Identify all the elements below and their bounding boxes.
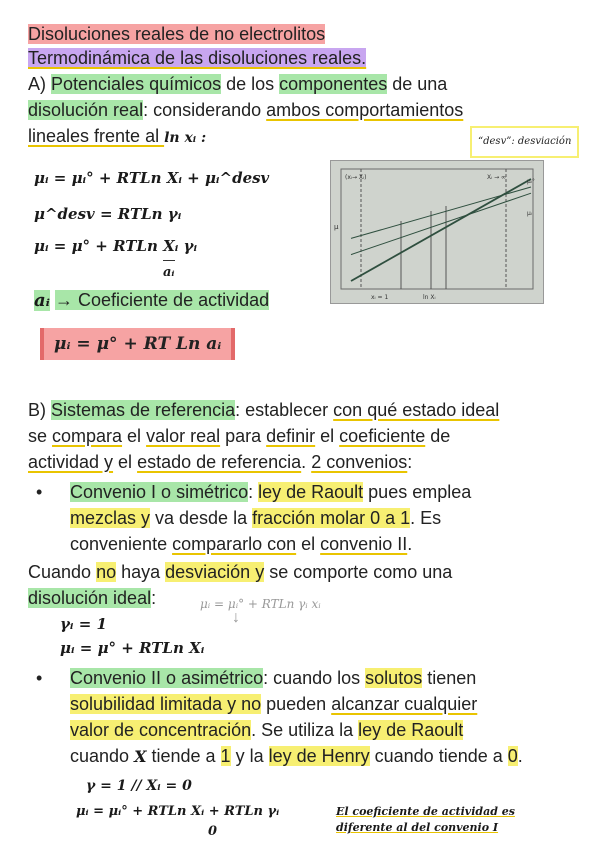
final-equation-1: γ = 1 // Xᵢ = 0 — [86, 778, 192, 794]
title-1: Disoluciones reales de no electrolitos — [28, 24, 326, 44]
highlight-potenciales: Potenciales químicos — [51, 74, 222, 94]
underlined-text: actividad y — [28, 452, 114, 472]
text: : — [407, 452, 413, 472]
highlight-henry: ley de Henry — [268, 746, 370, 766]
chart-label-mu0: μᵢ° — [527, 178, 535, 185]
faded-equation: μᵢ = μᵢ° + RTLn γᵢ xᵢ — [200, 597, 321, 611]
text: y la — [230, 746, 269, 766]
text: . — [407, 534, 413, 554]
text: el — [122, 426, 147, 446]
section-b-line-3 — [28, 450, 412, 474]
final-note-2: diferente al del convenio I — [336, 821, 499, 834]
convenio-2-line-2 — [70, 692, 477, 716]
underlined-text: convenio II — [320, 534, 408, 554]
text: el — [296, 534, 321, 554]
highlight-raoult: ley de Raoult — [258, 482, 364, 502]
equation-1: μᵢ = μᵢ° + RTLn Xᵢ + μᵢ^desv — [34, 169, 270, 187]
chart-label-xi-1: xᵢ = 1 — [371, 294, 389, 301]
highlight-no: no — [96, 562, 117, 582]
text: se comporte como una — [264, 562, 453, 582]
underlined-text: lineales frente al — [28, 126, 165, 146]
text: se — [28, 426, 53, 446]
underlined-text: ambos comportamientos — [266, 100, 464, 120]
highlight-solubilidad: solubilidad limitada y no — [70, 694, 262, 714]
highlight-solutos: solutos — [365, 668, 423, 688]
chart-label-mui: μᵢ — [527, 210, 532, 217]
text: . Se utiliza la — [251, 720, 359, 740]
text: Cuando — [28, 562, 97, 582]
section-a-line-2 — [28, 98, 463, 122]
text: para — [220, 426, 267, 446]
highlight-convenio-2: Convenio II o asimétrico — [70, 668, 264, 688]
convenio-1-line-3 — [70, 532, 412, 556]
underlined-text: con qué estado ideal — [333, 400, 500, 420]
text: : — [151, 588, 157, 608]
highlight-valor: valor de concentración — [70, 720, 252, 740]
bullet-2: • — [36, 668, 43, 688]
ai-symbol: aᵢ — [34, 290, 50, 311]
title-line-2 — [28, 46, 366, 70]
chemical-potential-chart — [330, 160, 544, 304]
text: : establecer — [235, 400, 334, 420]
equation-3: μᵢ = μ° + RTLn Xᵢ γᵢ — [34, 237, 198, 255]
section-a-line-3 — [28, 124, 206, 150]
underlined-text: compara — [52, 426, 123, 446]
equation-2: μ^desv = RTLn γᵢ — [34, 205, 182, 223]
highlight-convenio-1: Convenio I o simétrico — [70, 482, 249, 502]
section-b-prefix: B) — [28, 400, 52, 420]
text: cuando tiende a — [369, 746, 508, 766]
title-2: Termodinámica de las disoluciones reales. — [28, 48, 367, 68]
chart-label-lnx: ln Xᵢ — [423, 294, 436, 301]
mu-ideal-equation: μᵢ = μ° + RTLn Xᵢ — [60, 639, 205, 657]
arrow-down-icon: ↓ — [232, 609, 240, 626]
final-equation-2: μᵢ = μᵢ° + RTLn Xᵢ + RTLn γᵢ — [76, 804, 280, 819]
convenio-1-line-2 — [70, 506, 441, 530]
underlined-text: coeficiente — [339, 426, 426, 446]
equation-3-under: aᵢ — [163, 260, 175, 285]
text: de — [425, 426, 451, 446]
text: haya — [116, 562, 166, 582]
chart-label-top-left: (xᵢ→ Xᵢ) — [345, 174, 367, 181]
highlight-mezclas: mezclas y — [70, 508, 151, 528]
activity-coefficient-label: → Coeficiente de actividad — [55, 290, 270, 310]
text: pueden — [261, 694, 332, 714]
chart-series-line-2 — [351, 193, 531, 254]
convenio-2-line-3 — [70, 718, 463, 742]
highlight-componentes: componentes — [279, 74, 388, 94]
text: : considerando — [143, 100, 267, 120]
chart-series — [351, 179, 531, 281]
text: cuando — [70, 746, 135, 766]
text: : — [248, 482, 259, 502]
text: tienen — [422, 668, 477, 688]
convenio-2-line-4 — [70, 744, 523, 769]
chart-label-mu: μ — [334, 223, 339, 231]
text: . — [301, 452, 312, 472]
activity-line — [34, 288, 269, 313]
desv-note: “desv”: desviación — [470, 126, 579, 158]
highlight-disolucion-real: disolución real — [28, 100, 144, 120]
underlined-text: alcanzar cualquier — [331, 694, 478, 714]
chart-svg — [331, 161, 543, 303]
underlined-text: estado de referencia — [137, 452, 302, 472]
handwritten-x: X — [134, 747, 147, 766]
text: el — [113, 452, 138, 472]
text: conveniente — [70, 534, 173, 554]
text: va desde la — [150, 508, 253, 528]
section-b-line-1 — [28, 398, 499, 422]
text: de los — [221, 74, 280, 94]
text: pues emplea — [363, 482, 472, 502]
text: : cuando los — [263, 668, 366, 688]
text: el — [315, 426, 340, 446]
highlight-disolucion-ideal: disolución ideal — [28, 588, 152, 608]
ideal-line-2 — [28, 586, 156, 610]
gamma-equals-one: γᵢ = 1 — [60, 615, 107, 633]
handwritten-ln-x: ln xᵢ : — [164, 130, 207, 146]
section-a-line-1 — [28, 72, 447, 96]
section-a-prefix: A) — [28, 74, 52, 94]
text: . — [517, 746, 523, 766]
underlined-text: definir — [266, 426, 316, 446]
title-line-1 — [28, 22, 325, 46]
convenio-1-line-1 — [70, 480, 471, 504]
section-b-line-2 — [28, 424, 450, 448]
text: . Es — [410, 508, 442, 528]
highlight-1: 1 — [220, 746, 231, 766]
text: tiende a — [146, 746, 221, 766]
highlight-fraccion: fracción molar 0 a 1 — [252, 508, 411, 528]
text: de una — [387, 74, 448, 94]
highlight-desviacion: desviación y — [165, 562, 265, 582]
highlight-0: 0 — [507, 746, 518, 766]
chart-label-top-right: Xᵢ → ∞ — [487, 174, 507, 181]
underlined-text: compararlo con — [172, 534, 297, 554]
bullet-1: • — [36, 482, 43, 502]
convenio-2-line-1 — [70, 666, 476, 690]
boxed-formula: μᵢ = μ° + RT Ln aᵢ — [40, 328, 235, 360]
final-note-1: El coeficiente de actividad es — [336, 805, 515, 818]
ideal-line-1 — [28, 560, 452, 584]
highlight-sistemas: Sistemas de referencia — [51, 400, 236, 420]
highlight-raoult-2: ley de Raoult — [358, 720, 464, 740]
underlined-text: valor real — [146, 426, 221, 446]
final-equation-zero: 0 — [208, 824, 218, 839]
underlined-text: 2 convenios — [311, 452, 408, 472]
